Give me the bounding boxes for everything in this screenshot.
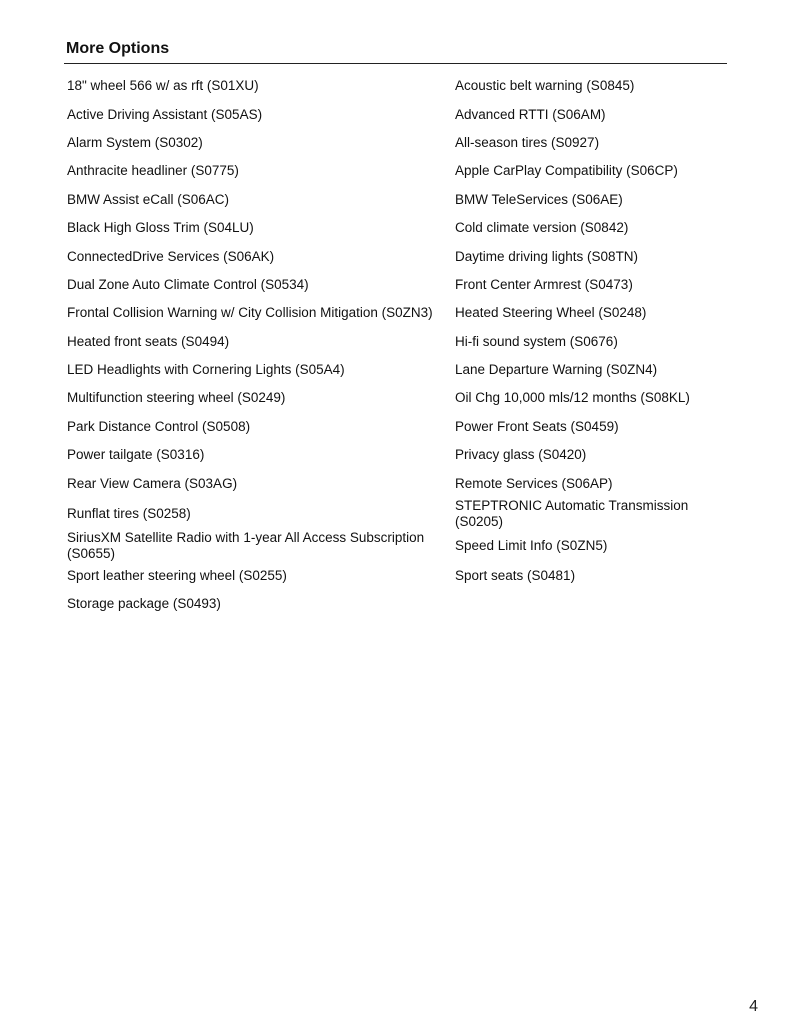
option-item: LED Headlights with Cornering Lights (S05A4) [67, 362, 345, 378]
option-item: Frontal Collision Warning w/ City Collision Mitigation (S0ZN3) [67, 305, 433, 321]
page-title: More Options [66, 40, 170, 57]
option-item: Alarm System (S0302) [67, 134, 203, 150]
options-row [64, 186, 724, 214]
option-item: Multifunction steering wheel (S0249) [67, 390, 286, 406]
options-row [64, 271, 724, 299]
options-row [64, 441, 724, 469]
option-item: Hi-fi sound system (S0676) [455, 333, 618, 349]
options-row [64, 100, 724, 128]
title-divider [64, 63, 727, 64]
option-item: Sport leather steering wheel (S0255) [67, 568, 287, 584]
options-list [64, 72, 724, 619]
option-item: Speed Limit Info (S0ZN5) [455, 537, 608, 553]
options-row [64, 590, 724, 618]
option-item: Lane Departure Warning (S0ZN4) [455, 362, 658, 378]
options-row [64, 413, 724, 441]
option-item: Active Driving Assistant (S05AS) [67, 106, 263, 122]
option-item: Oil Chg 10,000 mls/12 months (S08KL) [455, 390, 690, 406]
option-item: Remote Services (S06AP) [455, 475, 613, 491]
option-item: Power tailgate (S0316) [67, 447, 205, 463]
options-row [64, 356, 724, 384]
option-item: Power Front Seats (S0459) [455, 418, 619, 434]
option-item: Heated Steering Wheel (S0248) [455, 305, 647, 321]
option-item: Storage package (S0493) [67, 596, 221, 612]
options-row [64, 129, 724, 157]
option-item: All-season tires (S0927) [455, 134, 600, 150]
option-item: Cold climate version (S0842) [455, 220, 629, 236]
option-item: STEPTRONIC Automatic Transmission (S0205) [455, 497, 689, 529]
options-row [64, 299, 724, 327]
page-number: 4 [749, 998, 758, 1015]
options-row [64, 498, 724, 530]
options-row [64, 72, 724, 100]
options-row [64, 214, 724, 242]
option-item: 18" wheel 566 w/ as rft (S01XU) [67, 78, 259, 94]
option-item: Park Distance Control (S0508) [67, 418, 251, 434]
option-item: Black High Gloss Trim (S04LU) [67, 220, 254, 236]
option-item: Rear View Camera (S03AG) [67, 475, 238, 491]
option-item: Daytime driving lights (S08TN) [455, 248, 639, 264]
options-row [64, 157, 724, 185]
option-item: Apple CarPlay Compatibility (S06CP) [455, 163, 678, 179]
option-item: SiriusXM Satellite Radio with 1-year All Access Subscription (S0655) [67, 529, 425, 561]
option-item: Acoustic belt warning (S0845) [455, 78, 635, 94]
options-row [64, 469, 724, 497]
option-item: Anthracite headliner (S0775) [67, 163, 239, 179]
options-row [64, 562, 724, 590]
options-row [64, 328, 724, 356]
option-item: Dual Zone Auto Climate Control (S0534) [67, 276, 309, 292]
option-item: Advanced RTTI (S06AM) [455, 106, 606, 122]
option-item: Sport seats (S0481) [455, 568, 576, 584]
option-item: ConnectedDrive Services (S06AK) [67, 248, 275, 264]
option-item: Privacy glass (S0420) [455, 447, 587, 463]
options-row [64, 242, 724, 270]
options-row [64, 384, 724, 412]
option-item: Heated front seats (S0494) [67, 333, 230, 349]
option-item: Front Center Armrest (S0473) [455, 276, 633, 292]
option-item: Runflat tires (S0258) [67, 505, 191, 521]
option-item: BMW Assist eCall (S06AC) [67, 191, 230, 207]
option-item: BMW TeleServices (S06AE) [455, 191, 623, 207]
options-row [64, 530, 724, 562]
